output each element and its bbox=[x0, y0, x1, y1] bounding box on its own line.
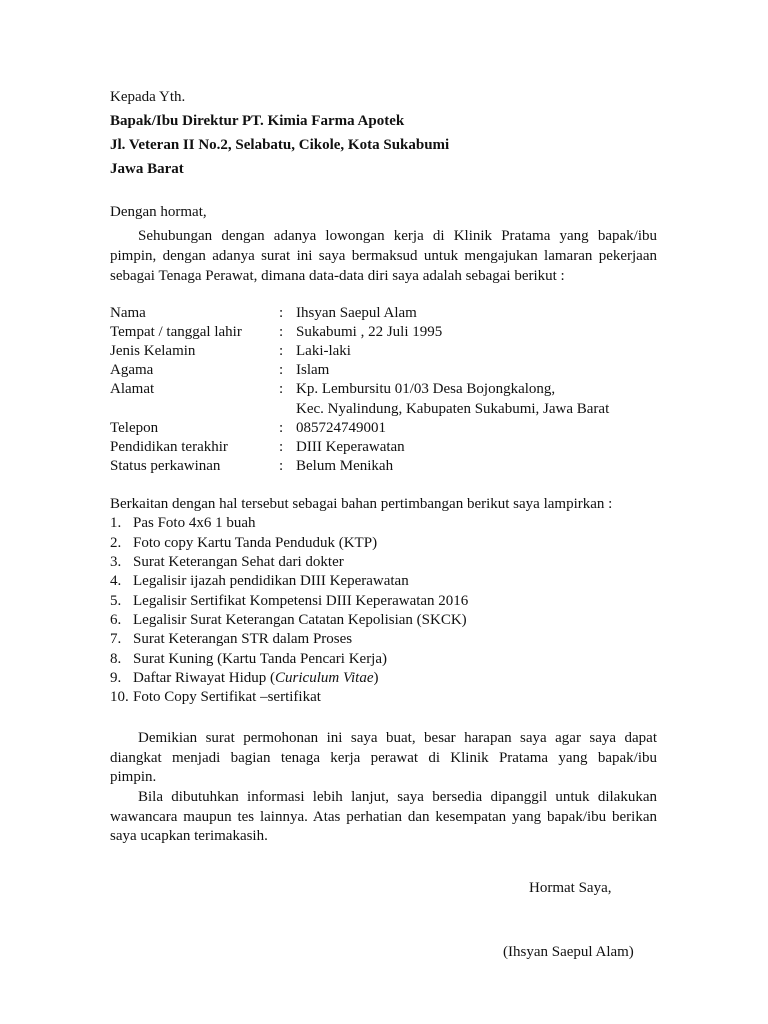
data-colon: : bbox=[279, 343, 284, 359]
data-value: Belum Menikah bbox=[296, 458, 394, 474]
list-text: Daftar Riwayat Hidup (Curiculum Vitae) bbox=[133, 670, 379, 686]
data-label: Pendidikan terakhir bbox=[110, 439, 228, 455]
list-number: 4. bbox=[110, 573, 122, 589]
data-colon: : bbox=[279, 458, 284, 474]
data-label: Agama bbox=[110, 362, 154, 378]
data-label: Telepon bbox=[110, 420, 159, 436]
list-number: 7. bbox=[110, 631, 122, 647]
list-text: Surat Keterangan Sehat dari dokter bbox=[133, 554, 344, 570]
signature-regards: Hormat Saya, bbox=[529, 880, 612, 896]
list-text: Foto Copy Sertifikat –sertifikat bbox=[133, 689, 321, 705]
intro-line-3: sebagai Tenaga Perawat, dimana data-data diri saya adalah sebagai berikut : bbox=[110, 268, 565, 284]
data-value-continued: Kec. Nyalindung, Kabupaten Sukabumi, Jawa Barat bbox=[296, 401, 610, 417]
closing-p2-line-2: wawancara maupun tes lainnya. Atas perhatian dan kesempatan yang bapak/ibu berikan bbox=[110, 809, 657, 825]
list-text: Legalisir Surat Keterangan Catatan Kepolisian (SKCK) bbox=[133, 612, 467, 628]
data-colon: : bbox=[279, 420, 284, 436]
list-text-italic: Curiculum Vitae bbox=[275, 670, 374, 686]
list-number: 10. bbox=[110, 689, 129, 705]
data-label: Nama bbox=[110, 305, 146, 321]
recipient-name: Bapak/Ibu Direktur PT. Kimia Farma Apotek bbox=[110, 113, 405, 129]
list-number: 3. bbox=[110, 554, 122, 570]
intro-line-1: Sehubungan dengan adanya lowongan kerja di Klinik Pratama yang bapak/ibu bbox=[138, 228, 657, 244]
list-number: 8. bbox=[110, 651, 122, 667]
data-colon: : bbox=[279, 439, 284, 455]
closing-p2-line-1: Bila dibutuhkan informasi lebih lanjut, saya bersedia dipanggil untuk dilakukan bbox=[138, 789, 657, 805]
list-text: Legalisir ijazah pendidikan DIII Keperawatan bbox=[133, 573, 409, 589]
data-colon: : bbox=[279, 362, 284, 378]
list-text: Legalisir Sertifikat Kompetensi DIII Keperawatan 2016 bbox=[133, 593, 469, 609]
list-number: 2. bbox=[110, 535, 122, 551]
salutation: Dengan hormat, bbox=[110, 204, 207, 220]
list-text: Foto copy Kartu Tanda Penduduk (KTP) bbox=[133, 535, 378, 551]
recipient-greeting: Kepada Yth. bbox=[110, 89, 186, 105]
intro-line-2: pimpin, dengan adanya surat ini saya bermaksud untuk mengajukan lamaran pekerjaan bbox=[110, 248, 657, 264]
data-value: DIII Keperawatan bbox=[296, 439, 405, 455]
list-number: 6. bbox=[110, 612, 122, 628]
signature-name: (Ihsyan Saepul Alam) bbox=[503, 944, 634, 960]
closing-p2-line-3: saya ucapkan terimakasih. bbox=[110, 828, 268, 844]
recipient-street: Jl. Veteran II No.2, Selabatu, Cikole, Kota Sukabumi bbox=[110, 137, 450, 153]
data-value: Sukabumi , 22 Juli 1995 bbox=[296, 324, 443, 340]
attachments-intro: Berkaitan dengan hal tersebut sebagai bahan pertimbangan berikut saya lampirkan : bbox=[110, 496, 613, 512]
data-value: Islam bbox=[296, 362, 330, 378]
list-number: 1. bbox=[110, 515, 122, 531]
recipient-province: Jawa Barat bbox=[110, 161, 184, 177]
data-value: Kp. Lembursitu 01/03 Desa Bojongkalong, bbox=[296, 381, 556, 397]
data-value: Laki-laki bbox=[296, 343, 351, 359]
data-label: Status perkawinan bbox=[110, 458, 221, 474]
closing-p1-line-1: Demikian surat permohonan ini saya buat, besar harapan saya agar saya dapat bbox=[138, 730, 657, 746]
list-text: Pas Foto 4x6 1 buah bbox=[133, 515, 256, 531]
list-text: Surat Kuning (Kartu Tanda Pencari Kerja) bbox=[133, 651, 388, 667]
closing-p1-line-2: diangkat menjadi bagian tenaga kerja perawat di Klinik Pratama yang bapak/ibu bbox=[110, 750, 657, 766]
data-value: 085724749001 bbox=[296, 420, 386, 436]
list-number: 9. bbox=[110, 670, 122, 686]
closing-p1-line-3: pimpin. bbox=[110, 769, 157, 785]
data-label: Alamat bbox=[110, 381, 155, 397]
data-colon: : bbox=[279, 324, 284, 340]
data-value: Ihsyan Saepul Alam bbox=[296, 305, 417, 321]
data-colon: : bbox=[279, 381, 284, 397]
list-number: 5. bbox=[110, 593, 122, 609]
data-label: Tempat / tanggal lahir bbox=[110, 324, 242, 340]
data-colon: : bbox=[279, 305, 284, 321]
data-label: Jenis Kelamin bbox=[110, 343, 196, 359]
list-text: Surat Keterangan STR dalam Proses bbox=[133, 631, 353, 647]
